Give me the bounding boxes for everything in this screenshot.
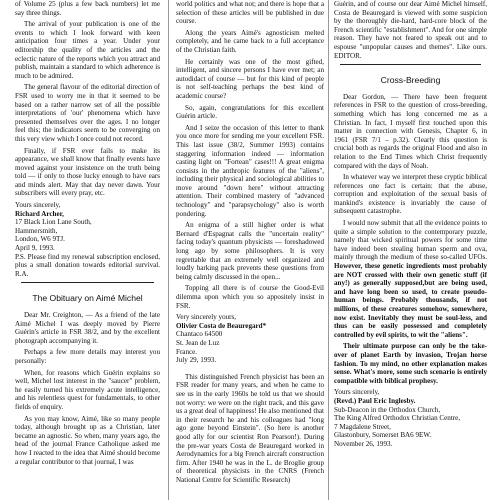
column-left (15, 0, 160, 500)
letter-michel-paragraph: world politics and what not; and there is hope that a selection of these articles will be published in due course. (176, 0, 324, 26)
letter-michel-paragraph: Perhaps a few more details may interest you personally: (15, 348, 160, 365)
letter-date: July 29, 1993. (176, 356, 217, 365)
letter-closing: Very sincerely yours, (176, 313, 237, 322)
letter-author-name: Olivier Costa de Beauregard* (176, 321, 267, 330)
letter-author-address: St. Jean de Luz (176, 338, 220, 347)
letter-author-name: Richard Archer, (15, 209, 64, 218)
letter-michel-paragraph: As you may know, Aimé, like so many people today, although brought up as a Christian, later became an agnostic. So when, many years ago, the head of the journal France Catholique asked me how I reacted to the idea that Aimé should become a regular contributor to that journal, I was (15, 414, 160, 466)
letter-michel-paragraph: Topping all there is of course the Good-Evil dilemma upon which you so appositely insist in FSR. (176, 284, 324, 310)
letter-author-address: London, W6 9TJ. (15, 235, 65, 244)
letter-author-address: Chantaco 64500 (176, 330, 223, 339)
letter-closing: Yours sincerely, (15, 201, 61, 210)
letter-michel-paragraph: Dear Mr. Creighton, — As a friend of the late Aimé Michel I was deeply moved by Pierre Guérin's article in FSR 38/2, and by the excellent photograph accompanying it. (15, 311, 160, 345)
letter-michel-paragraph: When, for reasons which Guérin explains so well, Michel lost interest in the "saucer" problem, he easily turned his extremely acute intelligence, and his relentless quest for fundamentals, to other fields of enquiry. (15, 368, 160, 411)
letter-author-address: Sub-Deacon in the Orthodox Church, (334, 405, 441, 414)
letter-michel-paragraph: An enigma of a still higher order is what Bernard d'Espagnat calls the "uncertain reality" facing today's quantum physicists — foreshadowed long ago by some philosophers. It is very regrettable that an extremely well organized and loudly barking pack prevents these questions from being calmly discussed in the open... (176, 221, 324, 281)
section-divider (340, 64, 481, 65)
letter-postscript: P.S. Please find my renewal subscription enclosed, plus a small donation towards editorial survival. R.A. (15, 252, 160, 278)
letter-michel-paragraph: So, again, congratulations for this excellent Guérin article. (176, 103, 324, 121)
paragraph-text-bold: However, these genetic ingredients most probably are NOT crossed with their own genetic stuff (if any!) as generally supposed,but are being used, and have long been so used, to create pseudo-human beings. Probably thousands, if not millions, of these creatures somehow, somewhere, now exist. Inevitably they must be soul-less, and thus can be easily possessed and completely controlled by evil spirits, to wit the "aliens". (334, 262, 487, 339)
column-rule (328, 0, 329, 500)
editor-note-paragraph: This distinguished French physicist has been an FSR reader for many years, and when he came to see us in the early 1960s he told us that we should not worry: we were on the right track, and this gave us a great deal of happiness! He also mentioned that in their research he and his colleagues had "long ago gone beyond Einstein". (So here is another good ally for our scientist Ron Pearson!). During the pre-war years Costa de Beauregard worked in Aerodynamics for a big French aircraft construction firm. After 1940 he was in the L. de Broglie group of theoretical physicists in the CNRS (French National Centre for Scientific Research) (176, 372, 324, 484)
editor-note-paragraph: Guérin, and of course our dear Aimé Michel himself, Costa de Beauregard is viewed with some suspicion by the thoroughly die-hard, hard-core block of the French scientific "establishment". And for one simple reason. They have not feared to speak out and to espouse "unpopular causes and themes". Like ours. EDITOR. (334, 0, 487, 60)
letter-archer-paragraph: The arrival of your publication is one of the events to which I look forward with keen anticipation four times a year. Under your editorship the quality of the articles and the eclectic nature of the reports which you attract and publish, maintain a standard to which adherence is much to be admired. (15, 20, 160, 80)
section-heading-obituary: The Obituary on Aimé Michel (32, 293, 143, 303)
column-rule (168, 0, 169, 500)
letter-author-address: 17 Black Lion Lane South, (15, 218, 92, 227)
letter-inglesby-paragraph (334, 219, 487, 339)
letter-michel-paragraph: He certainly was one of the most gifted, intelligent, and sincere persons I have ever met; an autodidact of course — but for this kind of people is not self-teaching perhaps the best kind of academic course? (176, 57, 324, 100)
column-middle (176, 0, 324, 500)
letter-inglesby-paragraph: Their ultimate purpose can only be the take-over of planet Earth by invasion, Trojan horse fashion. To my mind, no other explanation makes sense. What's more, some such scenario is entirely compatible with biblical prophesy. (334, 342, 487, 385)
letter-michel-paragraph: Along the years Aimé's agnosticism melted completely, and he came back to a full acceptance of the Christian faith. (176, 28, 324, 54)
letter-archer-paragraph: Finally, if FSR ever fails to make its appearance, we shall know that finally events have moved against your insistence on the truth being told — if only to those lucky enough to have ears and minds alert. May that day never dawn. Your subscribers will every pray, etc. (15, 146, 160, 198)
letter-author-address: 7 Magdalene Street, (334, 422, 391, 431)
letter-inglesby-paragraph: Dear Gordon, — There have been frequent references in FSR to the question of cross-breeding, something which has long concerned me as a Christian. In fact, I myself first touched upon this matter in connection with Genesis, Chapter 6, in 1961 (FSR 7/1 – p.32). Clearly this question is crucial both as regards the original Flood and also in relation to the End Times which Christ frequently compared with the days of Noah. (334, 92, 487, 170)
letter-archer-paragraph: The general flavour of the editorial direction of FSR used to worry me in that it seemed to be based on a rather narrow set of all the possible interpretations of 'our' phenomena which have presented themselves over the ages. I no longer feel this; the indicators seem to be converging on this very view which I once could not record. (15, 83, 160, 143)
letter-closing: Yours sincerely, (334, 388, 380, 397)
letter-inglesby-paragraph: In whatever way we interpret these cryptic biblical references one fact is certain: that the abuse, corruption and exploitation of the sexual basis of mankind's existence is invariably the cause of subsequent catastrophe. (334, 173, 487, 216)
paragraph-text: I would now submit that all the evidence points to quite a simple solution to the contemporary puzzle, namely that wicked spiritual powers for some time have indeed been stealing human sperm and ova, mainly through the medium of these so-called UFOs. (334, 219, 487, 262)
letter-author-address: Glastonbury, Somerset BA6 9EW. (334, 431, 432, 440)
section-divider (21, 282, 154, 283)
letter-author-address: France. (176, 347, 198, 356)
letter-date: November 26, 1993. (334, 439, 393, 448)
column-right (334, 0, 487, 500)
letter-michel-paragraph: And I seize the occasion of this letter to thank you once more for sending me your excellent FSR. This last issue (38/2, Summer 1993) contains staggering information indeed — information casting light on "Fortean" cases!!! A great enigma consists in the anthropic features of the "aliens", including their physical and sociological abilities to move around "down here" without attracting attention. Their combined mastery of "advanced technology" and "parapsychology" also is worth pondering. (176, 123, 324, 218)
letter-date: April 9, 1993. (15, 244, 55, 253)
section-heading-cross-breeding: Cross-Breeding (380, 74, 441, 85)
letter-author-name: (Revd.) Paul Eric Inglesby. (334, 396, 416, 405)
letter-archer-intro: of Volume 25 (plus a few back numbers) let me say three things. (15, 0, 160, 17)
letter-author-address: The King Alfred Orthodox Christian Centre, (334, 414, 461, 423)
letter-author-address: Hammersmith, (15, 226, 58, 235)
